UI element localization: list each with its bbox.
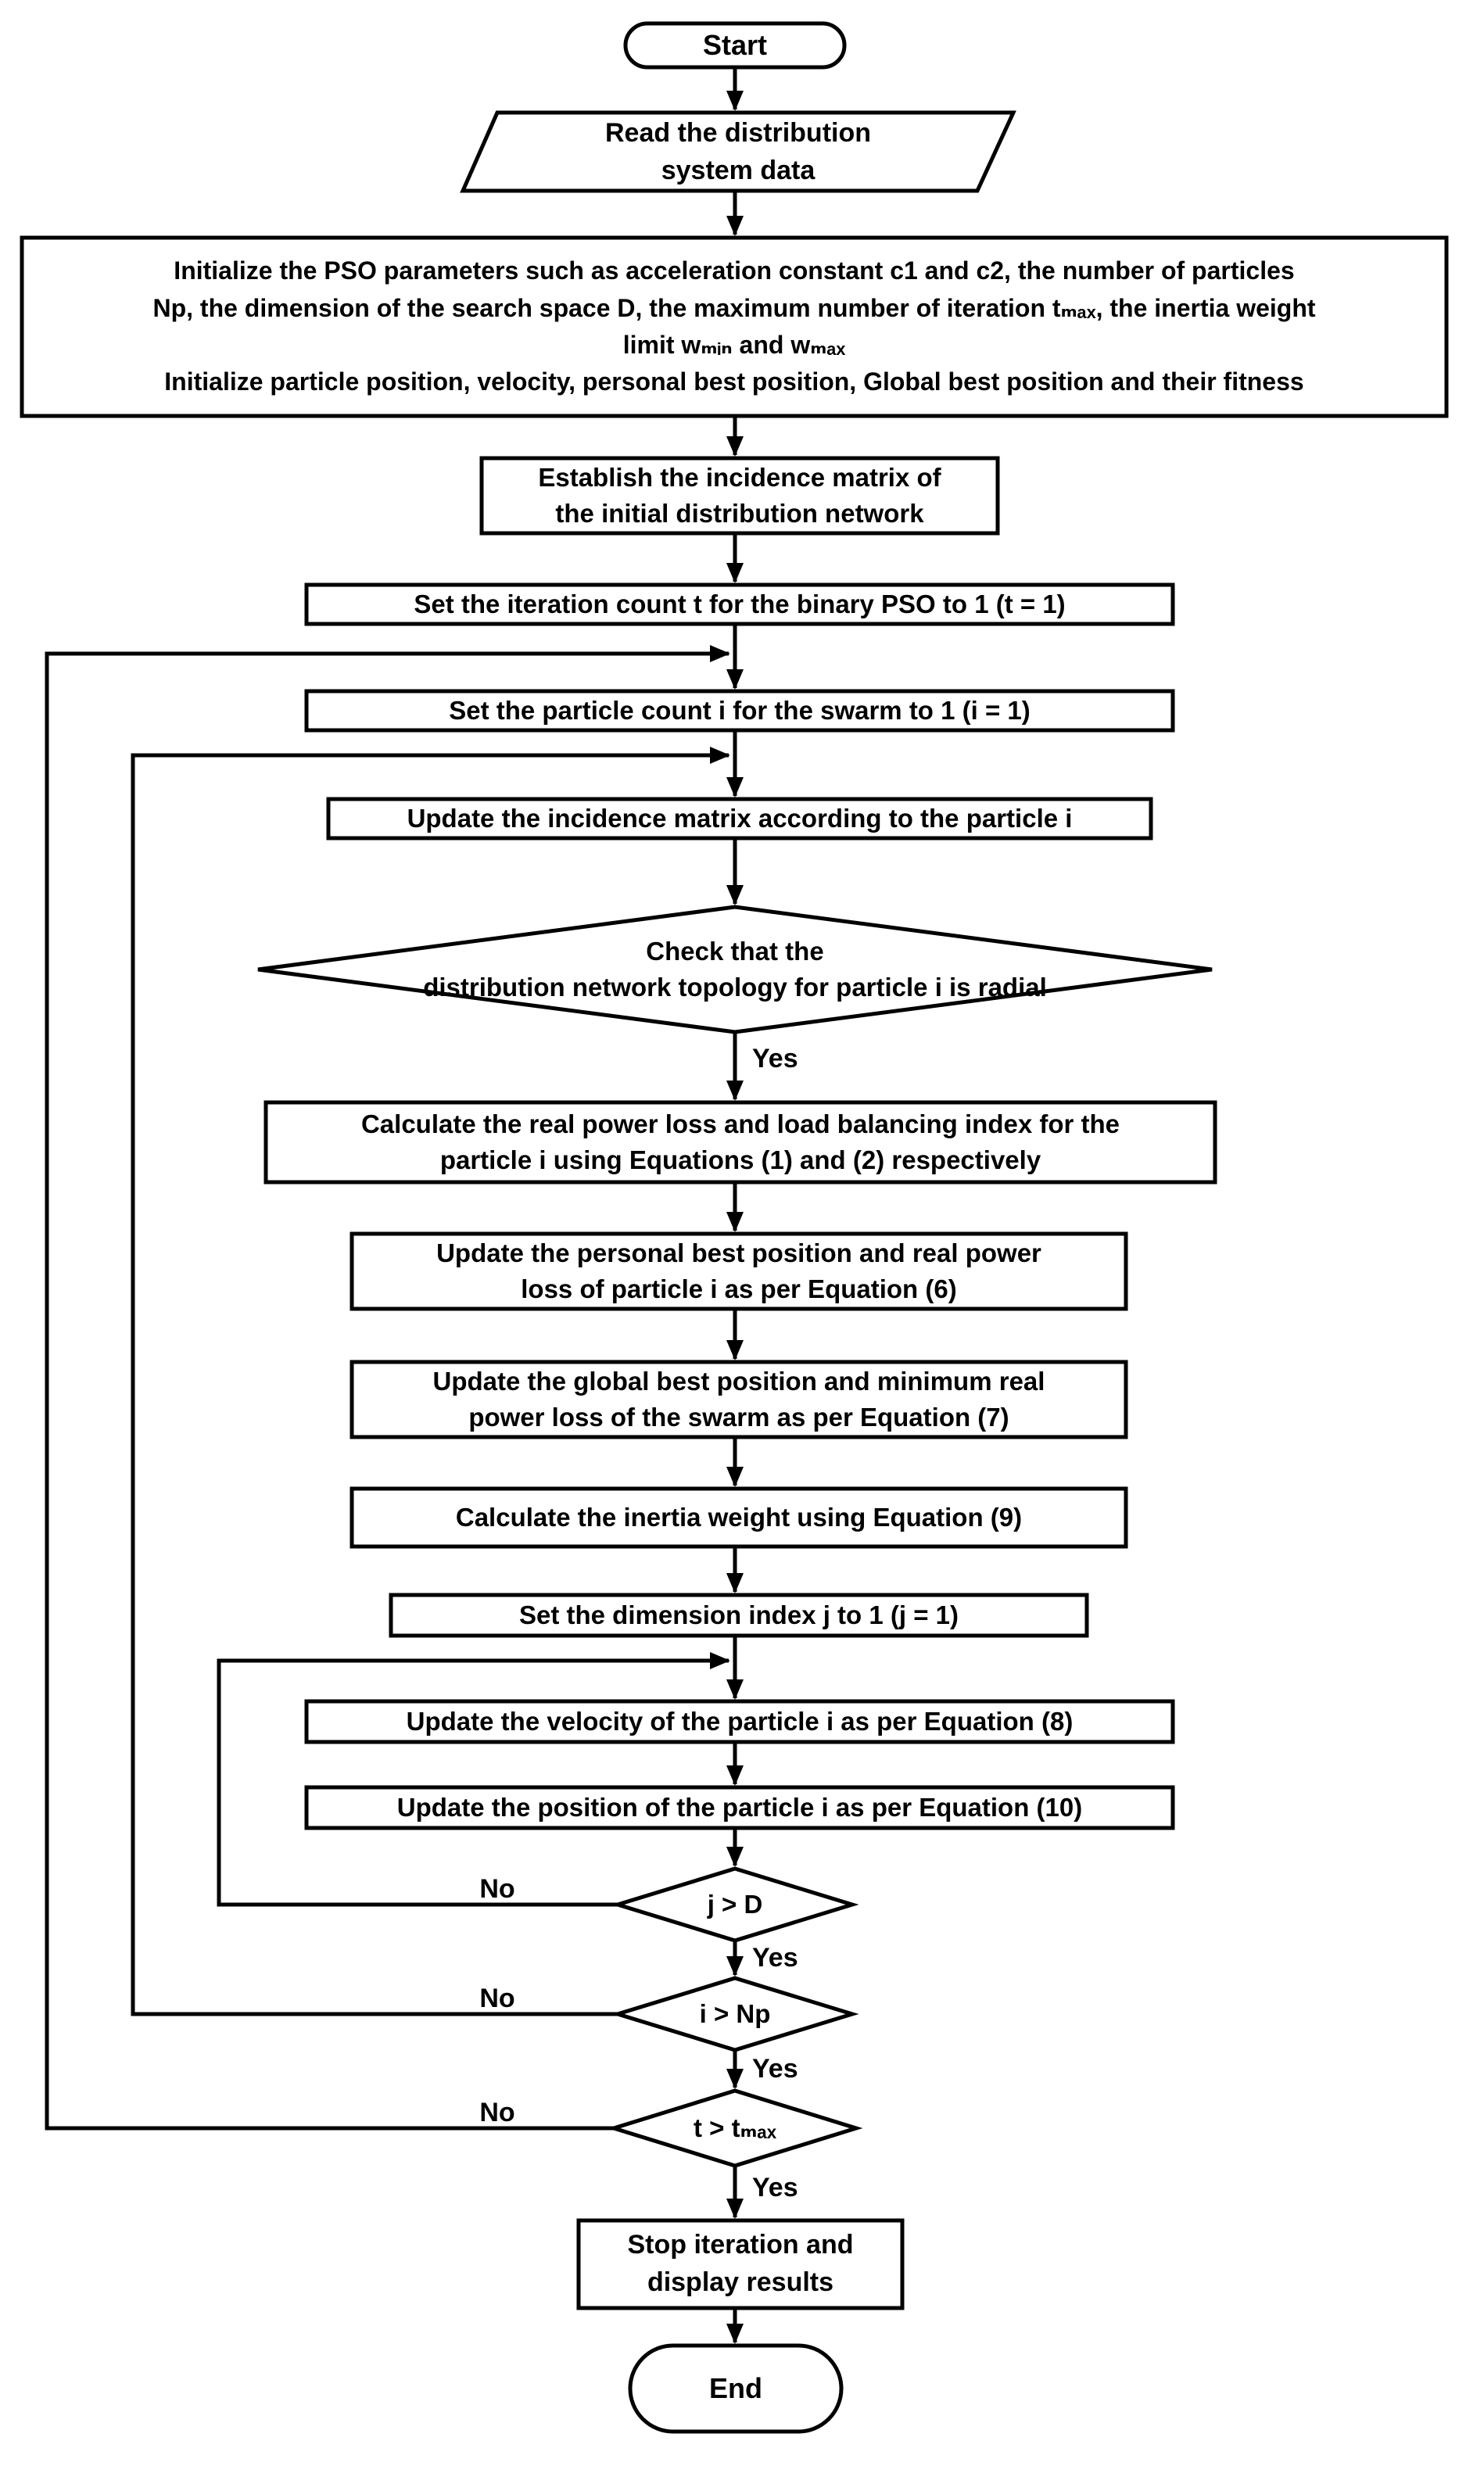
end-node-label: End <box>709 2371 762 2404</box>
dimension-yes-label: Yes <box>752 1943 798 1973</box>
position-process-shape <box>306 1787 1173 1828</box>
iteration-no-label: No <box>479 2098 515 2127</box>
iteration-yes-label: Yes <box>752 2173 798 2202</box>
set-dimension-label: Set the dimension index j to 1 (j = 1) <box>518 1600 959 1629</box>
iteration-condition-label: t > tₘₐₓ <box>693 2113 777 2142</box>
read-data-label: Read the distribution system data <box>605 118 871 185</box>
inertia-weight-label: Calculate the inertia weight using Equation (9) <box>455 1502 1023 1532</box>
end-terminator-shape <box>630 2346 841 2432</box>
establish-process-shape <box>482 458 998 533</box>
set-dimension-process-shape <box>391 1595 1087 1636</box>
particle-condition-label: i > Np <box>699 1998 771 2028</box>
establish-incidence-label: Establish the incidence matrix of the initial distribution network <box>538 462 941 528</box>
position-update-label: Update the position of the particle i as per Equation (10) <box>396 1792 1083 1822</box>
set-particle-process-shape <box>306 691 1173 730</box>
personal-best-label: Update the personal best position and real power loss of particle i as per Equation (6) <box>436 1238 1041 1303</box>
loop-dimension-no <box>219 1661 729 1905</box>
velocity-process-shape <box>306 1701 1173 1742</box>
read-data-parallelogram-shape <box>463 113 1013 191</box>
start-node-label: Start <box>702 28 768 61</box>
update-incidence-label: Update the incidence matrix according to the particle i <box>407 803 1073 833</box>
particle-yes-label: Yes <box>752 2054 798 2084</box>
update-incidence-process-shape <box>328 799 1151 838</box>
stop-results-label: Stop iteration and display results <box>627 2230 854 2297</box>
calc-loss-label: Calculate the real power loss and load balancing index for the particle i using Equations (1) and (2) respectively <box>360 1109 1120 1174</box>
radial-check-label: Check that the distribution network topology for particle i is radial <box>423 936 1047 1002</box>
init-process-shape <box>22 238 1446 416</box>
radial-decision-shape <box>258 907 1212 1032</box>
personal-best-process-shape <box>352 1234 1126 1309</box>
set-iteration-process-shape <box>306 585 1173 624</box>
global-best-label: Update the global best position and minimum real power loss of the swarm as per Equation (7) <box>432 1366 1045 1432</box>
init-pso-label: Initialize the PSO parameters such as acceleration constant c1 and c2, the number of particles Np, the dimension of the search space D, the maximum number of iteration tₘₐₓ, the inertia weight limit wₘᵢₙ and wₘₐₓ Initialize particle position, velocity, personal best position, Global best position and their fitness <box>152 256 1316 396</box>
dimension-condition-label: j > D <box>707 1889 763 1919</box>
particle-no-label: No <box>479 1984 515 2013</box>
velocity-update-label: Update the velocity of the particle i as per Equation (8) <box>406 1706 1074 1736</box>
global-best-process-shape <box>352 1362 1126 1437</box>
calc-loss-process-shape <box>266 1102 1215 1182</box>
set-iteration-label: Set the iteration count t for the binary PSO to 1 (t = 1) <box>414 589 1066 618</box>
iteration-decision-shape <box>614 2091 856 2166</box>
set-particle-label: Set the particle count i for the swarm to 1 (i = 1) <box>449 695 1031 725</box>
dimension-no-label: No <box>479 1874 515 1904</box>
dimension-decision-shape <box>618 1869 852 1941</box>
start-terminator-shape <box>626 23 844 67</box>
radial-yes-label: Yes <box>752 1044 798 1073</box>
particle-decision-shape <box>618 1978 852 2050</box>
stop-process-shape <box>579 2220 902 2308</box>
inertia-process-shape <box>352 1489 1126 1547</box>
